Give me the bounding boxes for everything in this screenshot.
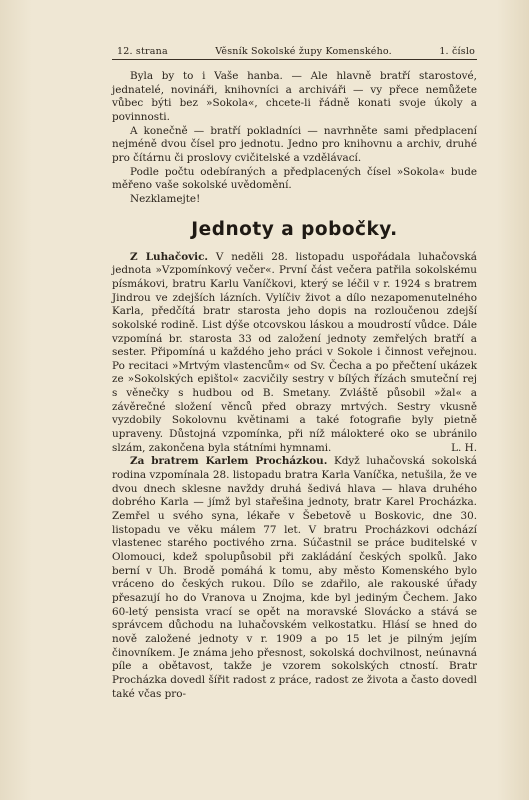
- header-rule: [112, 59, 477, 60]
- section-heading: Jednoty a pobočky.: [191, 218, 398, 240]
- journal-title: Věsník Sokolské župy Komenského.: [215, 46, 392, 57]
- article-luhacovice-text: V neděli 28. listopadu uspořádala luhačovská jednota »Vzpomínkový večer«. První část večera patřila sokolskému písmákovi, bratru Karlu Vaníčkovi, který se léčil v r. 1924 s bratrem Jindrou ve zdejších lázních. Vylíčiv život a dílo nezapomenutelného Karla, předčítá bratr starosta jeho dopis na rozloučenou zdejší sokolské rodině. List dýše otcovskou láskou a moudrostí vůdce. Dále vzpomíná br. starosta 33 od založení jednoty zemřelých bratří a sester. Připomíná u každého jeho práci v Sokole i činnost veřejnou. Po recitaci »Mrtvým vlastencům« od Sv. Čecha a po přečtení ukázek ze »Sokolských epištol« zacvičily sestry v bílých řízách smuteční rej s věnečky s hudbou od B. Smetany. Zvláště působil »žal« a závěrečné složení věnců před obrazy mrtvých. Sestry vkusně vyzdobily Sokolovnu květinami a také fotografie byly pietně upraveny. Důstojná vzpomínka, při níž málokteré oko se ubránilo slzám, zakončena byla státními hymnami.: [112, 250, 477, 454]
- intro-paragraph-4: Nezklamejte!: [130, 192, 201, 205]
- issue-number: 1. číslo: [439, 46, 475, 57]
- page-body: [112, 70, 477, 701]
- article-prochazka-lead: Za bratrem Karlem Procházkou.: [130, 455, 328, 468]
- page-number: 12. strana: [117, 46, 168, 57]
- article-luhacovice-lead: Z Luhačovic.: [130, 250, 209, 263]
- running-header: [117, 43, 475, 57]
- article-luhacovice: [112, 251, 477, 456]
- intro-paragraph-3: Podle počtu odebíraných a předplacených čísel »Sokola« bude měřeno vaše sokolské uvědomění.: [112, 165, 477, 192]
- intro-paragraph-1: Byla by to i Vaše hanba. — Ale hlavně bratří starostové, jednatelé, novináři, knihovníci a archiváři — vy přece nemůžete vůbec býti bez »Sokola«, chcete-li řádně konati svoje úkoly a povinnosti.: [112, 70, 477, 123]
- article-prochazka: [112, 455, 477, 701]
- article-prochazka-text: Když luhačovská sokolská rodina vzpomínala 28. listopadu bratra Karla Vaníčka, netušila, že ve dvou dnech sklesne navždy druhá šedivá hlava — hlava druhého dobrého Karla — jímž byl stařešina jednoty, bratr Karel Procházka. Zemřel u svého syna, lékaře v Šebetově u Boskovic, dne 30. listopadu ve věku málem 77 let. V bratru Procházkovi odchází vlastenec starého poctivého zrna. Súčastnil se práce buditelské v Olomouci, kdež spolupůsobil při zakládání českých spolků. Jako berní v Uh. Brodě pomáhá k tomu, aby město Komenského bylo vráceno do českých rukou. Dílo se zdařilo, ale rakouské úřady přesazují ho do Vranova u Znojma, kde byl jediným Čechem. Jako 60-letý pensista vrací se opět na moravské Slovácko a stává se správcem důchodu na luhačovském velkostatku. Hlásí se hned do nově založené jednoty v r. 1909 a po 15 let je pilným jejím činovníkem. Je známa jeho přesnost, sokolská dochvilnost, neúnavná píle a obětavost, takže je vzorem sokolských ctností. Bratr Procházka dovedl šířit radost z práce, radost ze života a často dovedl také včas pro-: [112, 455, 477, 700]
- article-signature: L. H.: [451, 441, 477, 454]
- intro-paragraph-2: A konečně — bratří pokladníci — navrhněte sami předplacení nejméně dvou čísel pro jednotu. Jedno pro knihovnu a archiv, druhé pro čítárnu či proslovy cvičitelské a vzdělávací.: [112, 124, 477, 164]
